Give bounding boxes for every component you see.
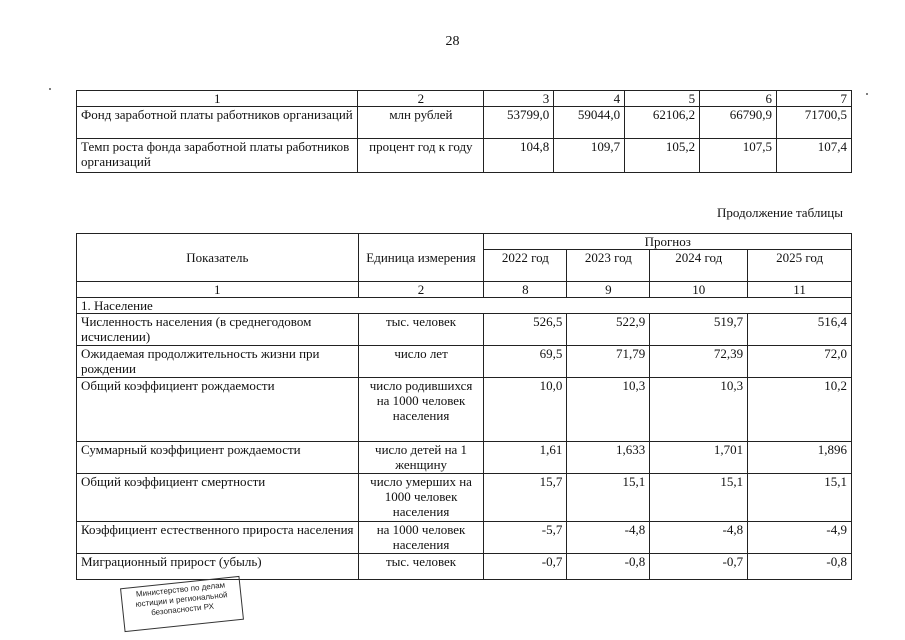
value-cell: 1,896 [748, 442, 852, 474]
indicator-header: Показатель [77, 234, 359, 282]
indicator-cell: Общий коэффициент рождаемости [77, 378, 359, 442]
column-number: 2 [358, 282, 484, 298]
year-header: 2023 год [567, 250, 650, 282]
table-row [77, 474, 852, 522]
page-number: 28 [445, 34, 460, 49]
value-cell: 62106,2 [625, 107, 700, 139]
value-cell: -4,9 [748, 522, 852, 554]
table-row [77, 378, 852, 442]
section-row [77, 298, 852, 314]
top-table [76, 90, 852, 173]
column-number: 10 [650, 282, 748, 298]
value-cell: 72,0 [748, 346, 852, 378]
value-cell: 109,7 [554, 139, 625, 173]
indicator-cell: Миграционный прирост (убыль) [77, 554, 359, 580]
value-cell: 69,5 [484, 346, 567, 378]
table-row [77, 314, 852, 346]
table-row [77, 442, 852, 474]
value-cell: 66790,9 [700, 107, 777, 139]
year-header: 2022 год [484, 250, 567, 282]
value-cell: 10,0 [484, 378, 567, 442]
population-table [76, 233, 852, 580]
table-row [77, 107, 852, 139]
year-header: 2025 год [748, 250, 852, 282]
value-cell: 59044,0 [554, 107, 625, 139]
value-cell: 107,5 [700, 139, 777, 173]
value-cell: 519,7 [650, 314, 748, 346]
unit-cell: число родившихся на 1000 человек населения [358, 378, 484, 442]
value-cell: -4,8 [567, 522, 650, 554]
column-number: 8 [484, 282, 567, 298]
header-row [77, 234, 852, 250]
unit-cell: млн рублей [358, 107, 484, 139]
column-number: 11 [748, 282, 852, 298]
indicator-cell: Фонд заработной платы работников организаций [77, 107, 358, 139]
indicator-cell: Ожидаемая продолжительность жизни при рождении [77, 346, 359, 378]
value-cell: 1,633 [567, 442, 650, 474]
column-number: 9 [567, 282, 650, 298]
table-row [77, 139, 852, 173]
value-cell: 10,3 [650, 378, 748, 442]
unit-cell: число лет [358, 346, 484, 378]
unit-cell: число умерших на 1000 человек населения [358, 474, 484, 522]
continuation-note: Продолжение таблицы [717, 205, 843, 220]
unit-cell: тыс. человек [358, 554, 484, 580]
column-number: 6 [700, 91, 777, 107]
unit-cell: на 1000 человек населения [358, 522, 484, 554]
column-number-row [77, 282, 852, 298]
value-cell: 15,1 [748, 474, 852, 522]
section-title: 1. Население [77, 298, 852, 314]
ministry-stamp: Министерство по делам юстиции и региональной безопасности РХ [120, 576, 244, 632]
year-header: 2024 год [650, 250, 748, 282]
unit-header: Единица измерения [358, 234, 484, 282]
value-cell: 71,79 [567, 346, 650, 378]
value-cell: -4,8 [650, 522, 748, 554]
value-cell: -5,7 [484, 522, 567, 554]
column-number: 1 [77, 91, 358, 107]
value-cell: 10,2 [748, 378, 852, 442]
column-number: 1 [77, 282, 359, 298]
column-number: 4 [554, 91, 625, 107]
scan-speck [49, 88, 51, 90]
value-cell: 516,4 [748, 314, 852, 346]
value-cell: 53799,0 [484, 107, 554, 139]
table-row [77, 522, 852, 554]
unit-cell: число детей на 1 женщину [358, 442, 484, 474]
value-cell: 104,8 [484, 139, 554, 173]
value-cell: -0,7 [484, 554, 567, 580]
column-number: 3 [484, 91, 554, 107]
value-cell: 15,7 [484, 474, 567, 522]
table-row [77, 554, 852, 580]
column-number: 5 [625, 91, 700, 107]
value-cell: 522,9 [567, 314, 650, 346]
value-cell: -0,8 [748, 554, 852, 580]
value-cell: 15,1 [567, 474, 650, 522]
value-cell: 105,2 [625, 139, 700, 173]
value-cell: -0,7 [650, 554, 748, 580]
unit-cell: тыс. человек [358, 314, 484, 346]
value-cell: 71700,5 [777, 107, 852, 139]
indicator-cell: Темп роста фонда заработной платы работников организаций [77, 139, 358, 173]
indicator-cell: Суммарный коэффициент рождаемости [77, 442, 359, 474]
value-cell: 1,61 [484, 442, 567, 474]
value-cell: 72,39 [650, 346, 748, 378]
value-cell: 15,1 [650, 474, 748, 522]
value-cell: -0,8 [567, 554, 650, 580]
column-number: 7 [777, 91, 852, 107]
value-cell: 1,701 [650, 442, 748, 474]
value-cell: 107,4 [777, 139, 852, 173]
forecast-header: Прогноз [484, 234, 852, 250]
column-number: 2 [358, 91, 484, 107]
indicator-cell: Общий коэффициент смертности [77, 474, 359, 522]
unit-cell: процент год к году [358, 139, 484, 173]
top-table-number-row [77, 91, 852, 107]
indicator-cell: Коэффициент естественного прироста населения [77, 522, 359, 554]
scan-speck [866, 93, 868, 95]
value-cell: 10,3 [567, 378, 650, 442]
indicator-cell: Численность населения (в среднегодовом исчислении) [77, 314, 359, 346]
table-row [77, 346, 852, 378]
value-cell: 526,5 [484, 314, 567, 346]
